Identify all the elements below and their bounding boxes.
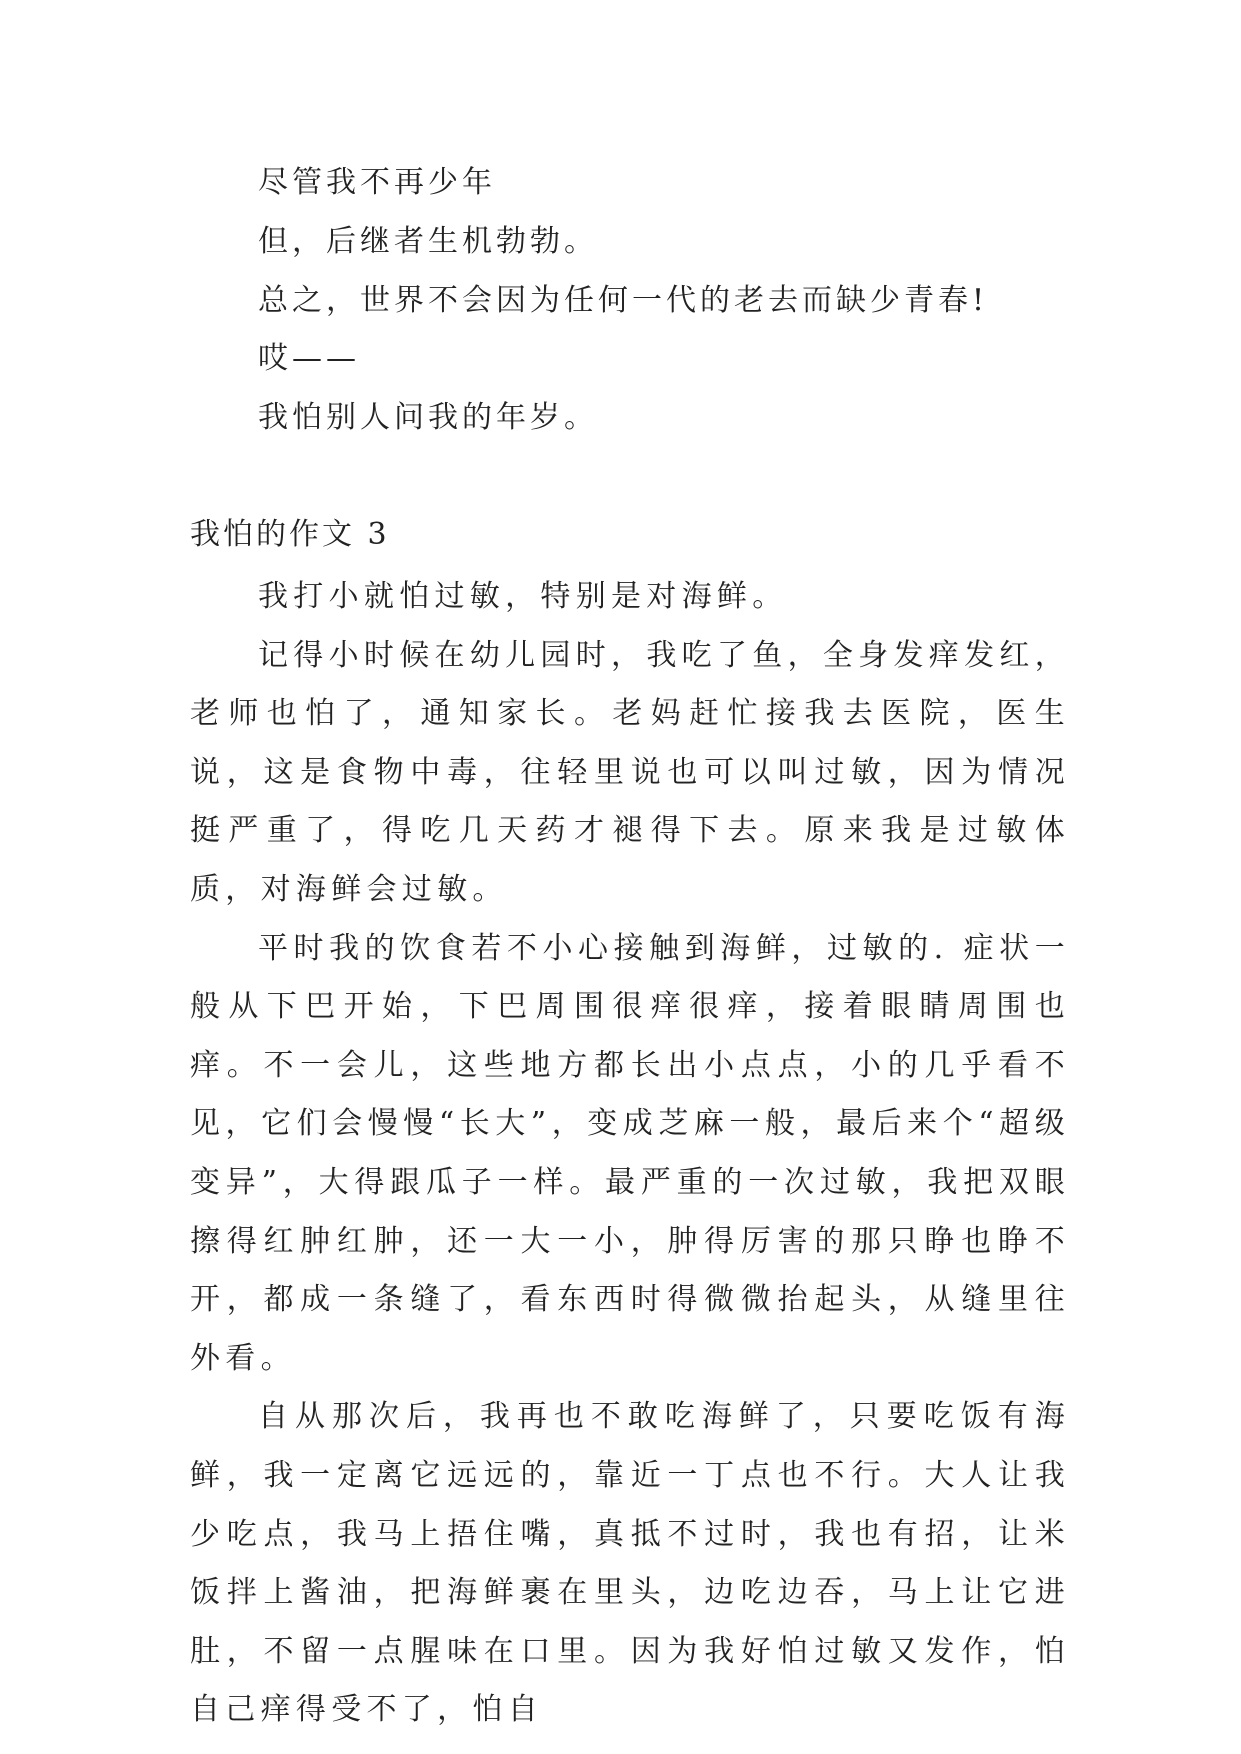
poem-line-5: 我怕别人问我的年岁。 [258, 400, 598, 435]
essay-title: 我怕的作文 3 [190, 517, 390, 552]
poem-line-3: 总之，世界不会因为任何一代的老去而缺少青春! [258, 283, 989, 318]
poem-line-4: 哎—— [258, 341, 360, 376]
poem-line-2: 但，后继者生机勃勃。 [258, 224, 598, 259]
essay-paragraph-3: 平时我的饮食若不小心接触到海鲜，过敏的. 症状一般从下巴开始，下巴周围很痒很痒，接着眼睛周围也痒。不一会儿，这些地方都长出小点点，小的几乎看不见，它们会慢慢“长大”，变成芝麻一般，最后来个“超级变异”，大得跟瓜子一样。最严重的一次过敏，我把双眼擦得红肿红肿，还一大一小，肿得厉害的那只睁也睁不开，都成一条缝了，看东西时得微微抬起头，从缝里往外看。 [190, 930, 1070, 1376]
poem-line-1: 尽管我不再少年 [258, 165, 496, 200]
essay-paragraph-4: 自从那次后，我再也不敢吃海鲜了，只要吃饭有海鲜，我一定离它远远的，靠近一丁点也不行。大人让我少吃点，我马上捂住嘴，真抵不过时，我也有招，让米饭拌上酱油，把海鲜裹在里头，边吃边吞，马上让它进肚，不留一点腥味在口里。因为我好怕过敏又发作，怕自己痒得受不了，怕自 [190, 1399, 1070, 1728]
essay-body [190, 568, 1070, 1740]
essay-paragraph-1: 我打小就怕过敏，特别是对海鲜。 [258, 579, 788, 614]
essay-paragraph-2: 记得小时候在幼儿园时，我吃了鱼，全身发痒发红，老师也怕了，通知家长。老妈赶忙接我去医院，医生说，这是食物中毒，往轻里说也可以叫过敏，因为情况挺严重了，得吃几天药才褪得下去。原来我是过敏体质，对海鲜会过敏。 [190, 637, 1070, 907]
